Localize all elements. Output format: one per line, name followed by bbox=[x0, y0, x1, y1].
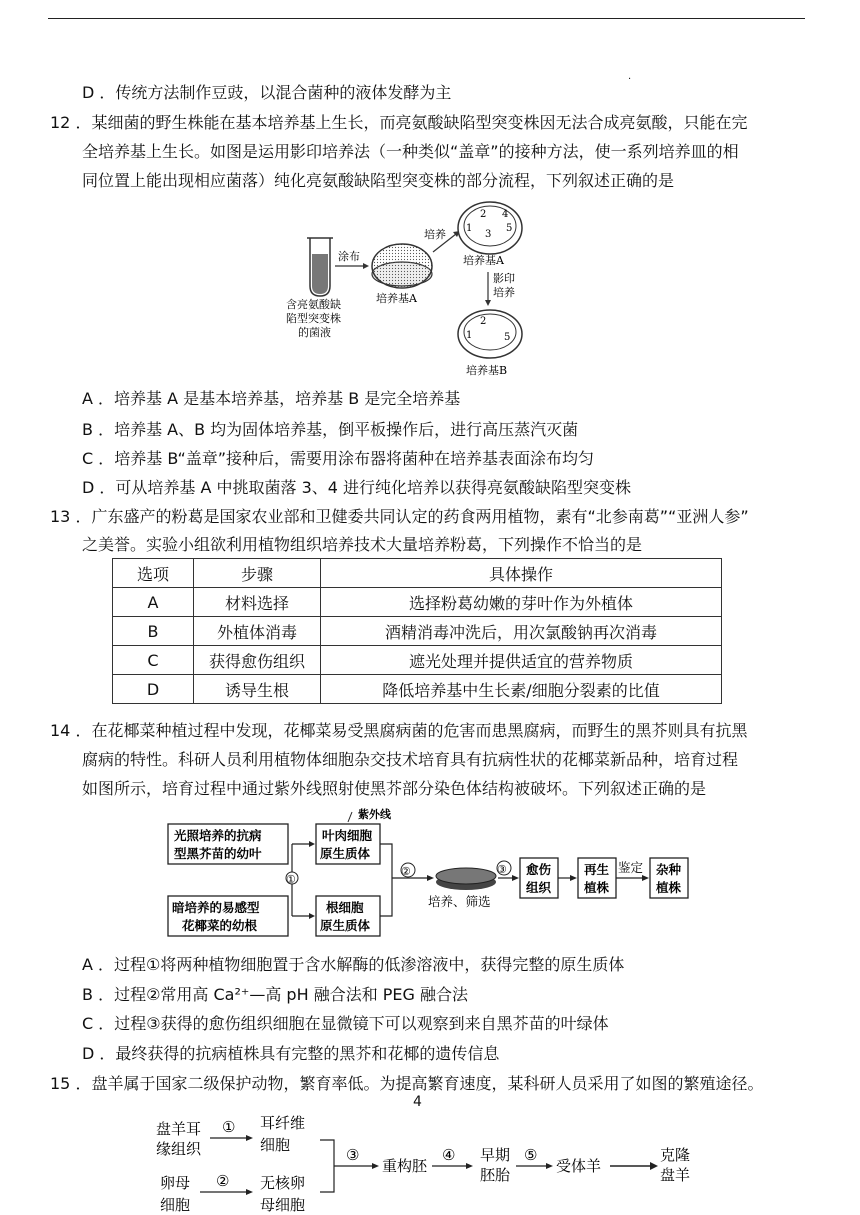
early-embryo: 早期 bbox=[480, 1146, 511, 1164]
step-2: ② bbox=[216, 1172, 230, 1190]
replica-label: 影印 bbox=[493, 272, 515, 285]
cell-detail: 遮光处理并提供适宜的营养物质 bbox=[321, 646, 722, 675]
box-mesophyll: 原生质体 bbox=[320, 846, 371, 861]
step-2: ② bbox=[401, 865, 411, 878]
cell-detail: 降低培养基中生长素/细胞分裂素的比值 bbox=[321, 675, 722, 704]
q13-stem-line: 13 ．广东盛产的粉葛是国家农业部和卫健委共同认定的药食两用植物，素有“北参南葛”“亚洲人参” bbox=[50, 507, 749, 526]
ear-tissue: 盘羊耳 bbox=[156, 1120, 202, 1138]
q14-option-a: A ．过程①将两种植物细胞置于含水解酶的低渗溶液中，获得完整的原生质体 bbox=[82, 955, 625, 974]
q13-table bbox=[112, 558, 722, 704]
step-5: ⑤ bbox=[524, 1146, 538, 1164]
box-regen: 植株 bbox=[584, 880, 610, 895]
tube-label: 陷型突变株 bbox=[286, 312, 341, 325]
cell-step: 诱导生根 bbox=[194, 675, 321, 704]
q14-stem-line: 如图所示，培育过程中通过紫外线照射使黑芥部分染色体结构被破坏。下列叙述正确的是 bbox=[82, 779, 707, 798]
q15-cloning-figure bbox=[148, 1108, 708, 1215]
header-detail: 具体操作 bbox=[321, 559, 722, 588]
q12-stem-line: 全培养基上生长。如图是运用影印培养法（一种类似“盖章”的接种方法，使一系列培养皿的相 bbox=[82, 142, 739, 161]
cell-option: B bbox=[113, 617, 194, 646]
colony-label: 5 bbox=[504, 332, 511, 343]
step-3: ③ bbox=[346, 1146, 360, 1164]
petri-dish-b bbox=[458, 310, 522, 358]
box-callus: 组织 bbox=[526, 880, 552, 895]
stray-dot: · bbox=[628, 74, 632, 85]
colony-label: 4 bbox=[502, 209, 509, 220]
ear-tissue: 缘组织 bbox=[156, 1140, 202, 1158]
spread-label: 涂布 bbox=[338, 250, 360, 263]
cell-option: A bbox=[113, 588, 194, 617]
colony-label: 5 bbox=[506, 223, 513, 234]
q12-option-a: A ．培养基 A 是基本培养基，培养基 B 是完全培养基 bbox=[82, 389, 461, 408]
box-mesophyll: 叶肉细胞 bbox=[322, 828, 373, 843]
uv-label: 紫外线 bbox=[358, 808, 391, 821]
cell-step: 材料选择 bbox=[194, 588, 321, 617]
cell-option: D bbox=[113, 675, 194, 704]
header-option: 选项 bbox=[113, 559, 194, 588]
q12-option-b: B ．培养基 A、B 均为固体培养基，倒平板操作后，进行高压蒸汽灭菌 bbox=[82, 420, 579, 439]
step-3: ③ bbox=[497, 863, 507, 876]
tube-label: 的菌液 bbox=[298, 326, 331, 339]
box-hybrid: 杂种 bbox=[656, 862, 682, 877]
box-callus: 愈伤 bbox=[526, 862, 552, 877]
q12-stem-line: 12 ．某细菌的野生株能在基本培养基上生长，而亮氨酸缺陷型突变株因无法合成亮氨酸，只能在完 bbox=[50, 113, 748, 132]
q12-option-d: D ．可从培养基 A 中挑取菌落 3、4 进行纯化培养以获得亮氨酸缺陷型突变株 bbox=[82, 478, 632, 497]
q12-replica-plating-figure bbox=[280, 192, 540, 380]
reconstructed-embryo: 重构胚 bbox=[382, 1157, 428, 1175]
header-rule bbox=[48, 18, 805, 19]
box-root-protoplast: 原生质体 bbox=[320, 918, 371, 933]
box-hybrid: 植株 bbox=[656, 880, 682, 895]
colony-label: 3 bbox=[485, 229, 492, 240]
cell-detail: 酒精消毒冲洗后，用次氯酸钠再次消毒 bbox=[321, 617, 722, 646]
cell-option: C bbox=[113, 646, 194, 675]
culture-label: 培养、筛选 bbox=[428, 894, 491, 909]
table-header-row bbox=[113, 559, 722, 588]
fibroblast: 细胞 bbox=[260, 1136, 291, 1154]
table-row bbox=[113, 588, 722, 617]
cell-step: 获得愈伤组织 bbox=[194, 646, 321, 675]
q14-option-c: C ．过程③获得的愈伤组织细胞在显微镜下可以观察到来自黑芥苗的叶绿体 bbox=[82, 1014, 609, 1033]
petri-dish-a-colonies bbox=[458, 202, 522, 254]
q12-option-c: C ．培养基 B“盖章”接种后，需要用涂布器将菌种在培养基表面涂布均匀 bbox=[82, 449, 595, 468]
q12-stem-line: 同位置上能出现相应菌落）纯化亮氨酸缺陷型突变株的部分流程，下列叙述正确的是 bbox=[82, 171, 675, 190]
plate-a2-label: 培养基A bbox=[463, 254, 504, 267]
table-row bbox=[113, 617, 722, 646]
culture-label: 培养 bbox=[424, 228, 446, 241]
colony-label: 2 bbox=[480, 209, 487, 220]
test-tube-icon bbox=[307, 238, 333, 296]
box-root-protoplast: 根细胞 bbox=[326, 900, 364, 915]
box-light-leaf: 型黑芥苗的幼叶 bbox=[174, 846, 262, 861]
replica-label: 培养 bbox=[493, 286, 515, 299]
culture-dish-icon bbox=[436, 868, 496, 890]
enucleated-oocyte: 母细胞 bbox=[260, 1196, 306, 1214]
cloned-sheep: 盘羊 bbox=[660, 1166, 691, 1184]
table-row bbox=[113, 675, 722, 704]
step-4: ④ bbox=[442, 1146, 456, 1164]
tube-label: 含亮氨酸缺 bbox=[286, 298, 341, 311]
enucleated-oocyte: 无核卵 bbox=[260, 1174, 306, 1192]
colony-label: 1 bbox=[466, 330, 473, 341]
step-1: ① bbox=[286, 873, 296, 886]
box-dark-root: 暗培养的易感型 bbox=[172, 900, 260, 915]
table-row bbox=[113, 646, 722, 675]
cell-step: 外植体消毒 bbox=[194, 617, 321, 646]
q11-option-d: D ．传统方法制作豆豉，以混合菌种的液体发酵为主 bbox=[82, 83, 452, 102]
cloned-sheep: 克隆 bbox=[660, 1146, 691, 1164]
early-embryo: 胚胎 bbox=[480, 1166, 511, 1184]
box-light-leaf: 光照培养的抗病 bbox=[174, 828, 262, 843]
cell-detail: 选择粉葛幼嫩的芽叶作为外植体 bbox=[321, 588, 722, 617]
fibroblast: 耳纤维 bbox=[260, 1114, 306, 1132]
plate-a-label: 培养基A bbox=[376, 292, 417, 305]
identify-label: 鉴定 bbox=[618, 860, 644, 875]
q14-stem-line: 腐病的特性。科研人员利用植物体细胞杂交技术培育具有抗病性状的花椰菜新品种，培育过程 bbox=[82, 750, 739, 769]
q15-stem: 15 ．盘羊属于国家二级保护动物，繁育率低。为提高繁育速度，某科研人员采用了如图的繁殖途径。 bbox=[50, 1074, 764, 1093]
box-dark-root: 花椰菜的幼根 bbox=[182, 918, 258, 933]
colony-label: 1 bbox=[466, 223, 473, 234]
q13-stem-line: 之美誉。实验小组欲利用植物组织培养技术大量培养粉葛，下列操作不恰当的是 bbox=[82, 535, 643, 554]
q14-option-b: B ．过程②常用高 Ca²⁺—高 pH 融合法和 PEG 融合法 bbox=[82, 985, 469, 1004]
header-step: 步骤 bbox=[194, 559, 321, 588]
box-regen: 再生 bbox=[584, 862, 610, 877]
q14-stem-line: 14 ．在花椰菜种植过程中发现，花椰菜易受黑腐病菌的危害而患黑腐病，而野生的黑芥则具有抗黑 bbox=[50, 721, 748, 740]
q14-option-d: D ．最终获得的抗病植株具有完整的黑芥和花椰的遗传信息 bbox=[82, 1044, 500, 1063]
q14-protoplast-fusion-figure bbox=[160, 802, 700, 946]
recipient-sheep: 受体羊 bbox=[556, 1157, 602, 1175]
plate-b-label: 培养基B bbox=[466, 364, 508, 377]
oocyte: 细胞 bbox=[160, 1196, 191, 1214]
step-1: ① bbox=[222, 1118, 236, 1136]
oocyte: 卵母 bbox=[160, 1174, 191, 1192]
petri-dish-a bbox=[372, 244, 432, 288]
colony-label: 2 bbox=[480, 316, 487, 327]
page-number: 4 bbox=[413, 1094, 422, 1110]
